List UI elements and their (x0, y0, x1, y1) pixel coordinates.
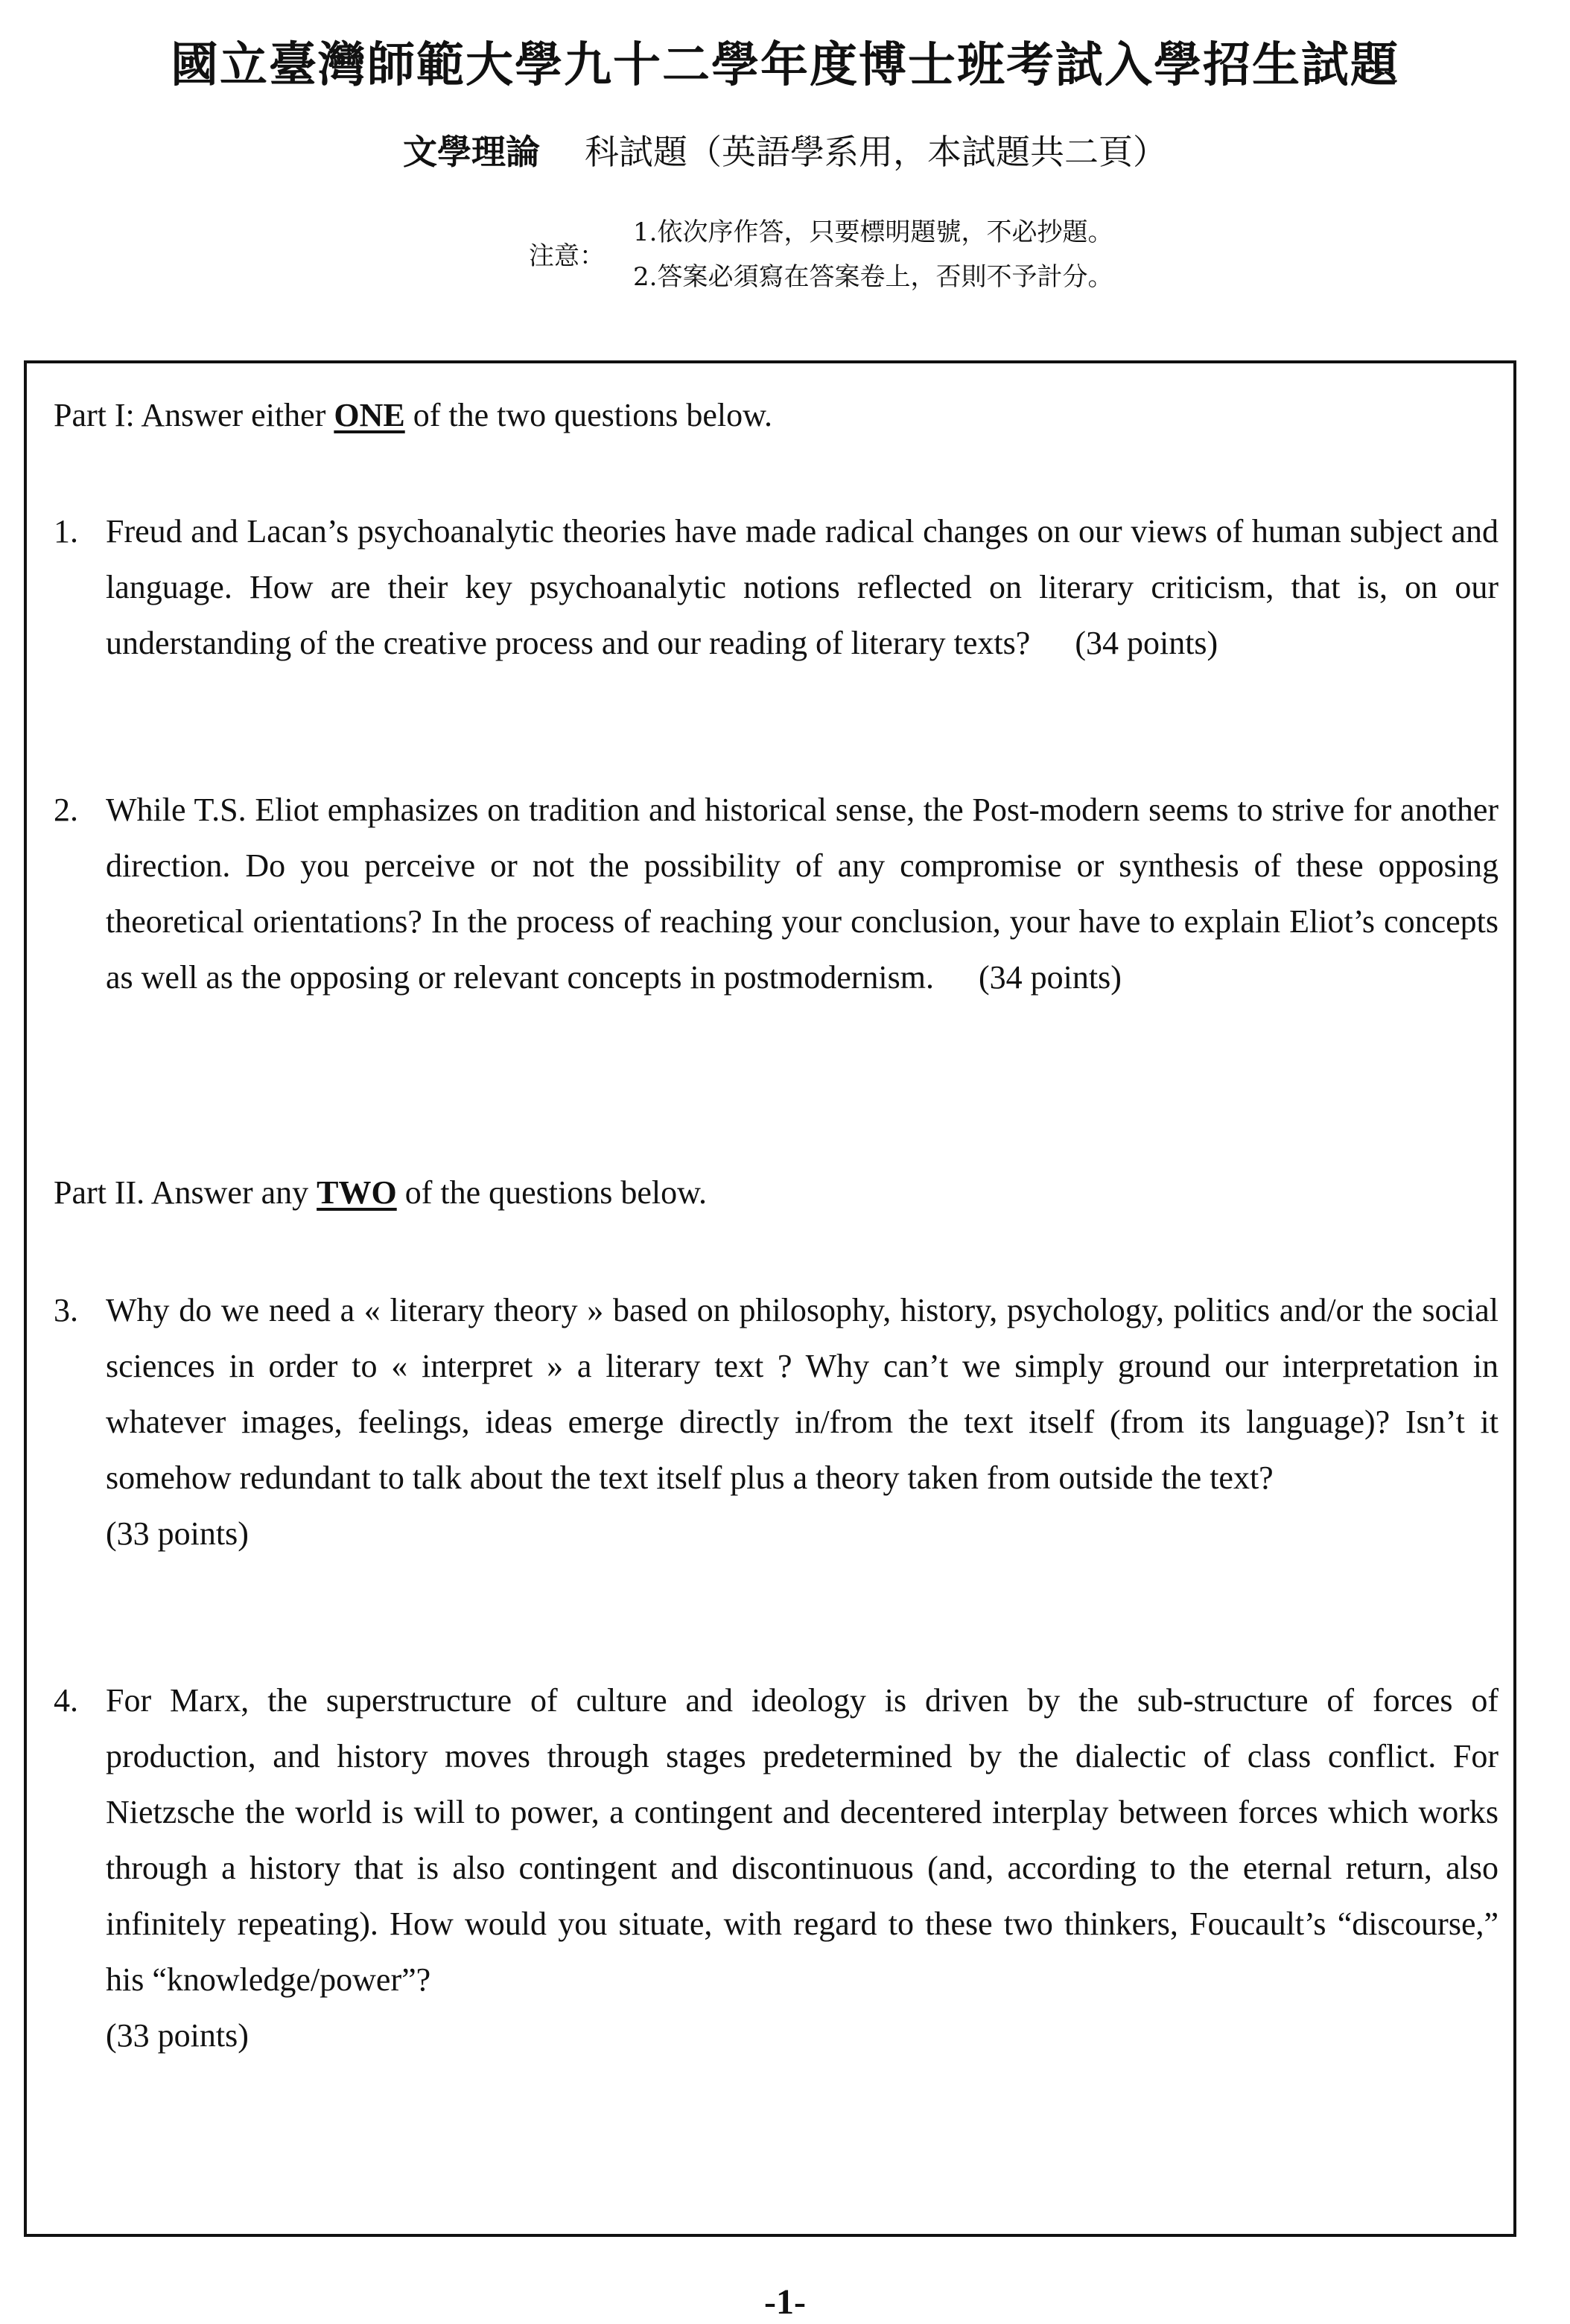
question-points: (34 points) (979, 959, 1122, 996)
part-one-prefix: Part I: Answer either (54, 397, 334, 433)
question-points: (33 points) (106, 2017, 249, 2054)
question-points: (33 points) (106, 1515, 249, 1552)
notes-list (633, 210, 1113, 299)
page-number: -1- (764, 2282, 806, 2322)
exam-subtitle (0, 125, 1570, 174)
question-number: 3. (54, 1292, 78, 1328)
question-body (106, 1282, 1499, 1561)
notes-label: 注意： (529, 241, 605, 271)
question-number: 4. (54, 1682, 78, 1719)
question-body (106, 1672, 1499, 2063)
exam-title: 國立臺灣師範大學九十二學年度博士班考試入學招生試題 (171, 37, 1399, 93)
note-item: 2.答案必須寫在答案卷上，否則不予計分。 (633, 262, 1113, 292)
subtitle-text: 科試題（英語學系用，本試題共二頁） (585, 132, 1167, 172)
question-text: While T.S. Eliot emphasizes on tradition and historical sense, the Post-modern seems to strive for another direction. Do you perceive or not the possibility of any compromise or synthesis of these opposing theoretical orientations? In the process of reaching your conclusion, your have to explain Eliot’s concepts as well as the opposing or relevant concepts in postmodernism. (106, 792, 1499, 996)
question-1 (54, 503, 1499, 671)
question-text: Freud and Lacan’s psychoanalytic theories have made radical changes on our views of human subject and language. How are their key psychoanalytic notions reflected on literary criticism, that is, on our understanding of the creative process and our reading of literary texts? (106, 513, 1499, 661)
question-2 (54, 782, 1499, 1005)
question-body (106, 503, 1499, 671)
question-number: 1. (54, 513, 78, 550)
part-two-prefix: Part II. Answer any (54, 1174, 317, 1211)
question-4 (54, 1672, 1499, 2063)
note-item: 1.依次序作答，只要標明題號，不必抄題。 (633, 217, 1113, 247)
part-one-suffix: of the two questions below. (404, 397, 773, 433)
question-number: 2. (54, 792, 78, 828)
question-body (106, 782, 1499, 1005)
part-one-keyword: ONE (334, 397, 405, 433)
question-points: (34 points) (1075, 625, 1218, 661)
part-two-keyword: TWO (317, 1174, 397, 1211)
question-3 (54, 1282, 1499, 1561)
question-text: Why do we need a « literary theory » based on philosophy, history, psychology, politics and/or the social sciences in order to « interpret » a literary text ? Why can’t we simply ground our interpretation in whatever images, feelings, ideas emerge directly in/from the text itself (from its language)? Isn’t it somehow redundant to talk about the text itself plus a theory taken from outside the text? (106, 1292, 1499, 1496)
part-two-heading (54, 1174, 707, 1212)
part-one-heading (54, 396, 772, 434)
subject-name: 文學理論 (403, 132, 540, 172)
question-text: For Marx, the superstructure of culture and ideology is driven by the sub-structure of forces of production, and history moves through stages predetermined by the dialectic of class conflict. For Nietzsche the world is will to power, a contingent and decentered interplay between forces which works through a history that is also contingent and discontinuous (and, according to the eternal return, also infinitely repeating). How would you situate, with regard to these two thinkers, Foucault’s “discourse,” his “knowledge/power”? (106, 1682, 1499, 1998)
part-two-suffix: of the questions below. (396, 1174, 708, 1211)
